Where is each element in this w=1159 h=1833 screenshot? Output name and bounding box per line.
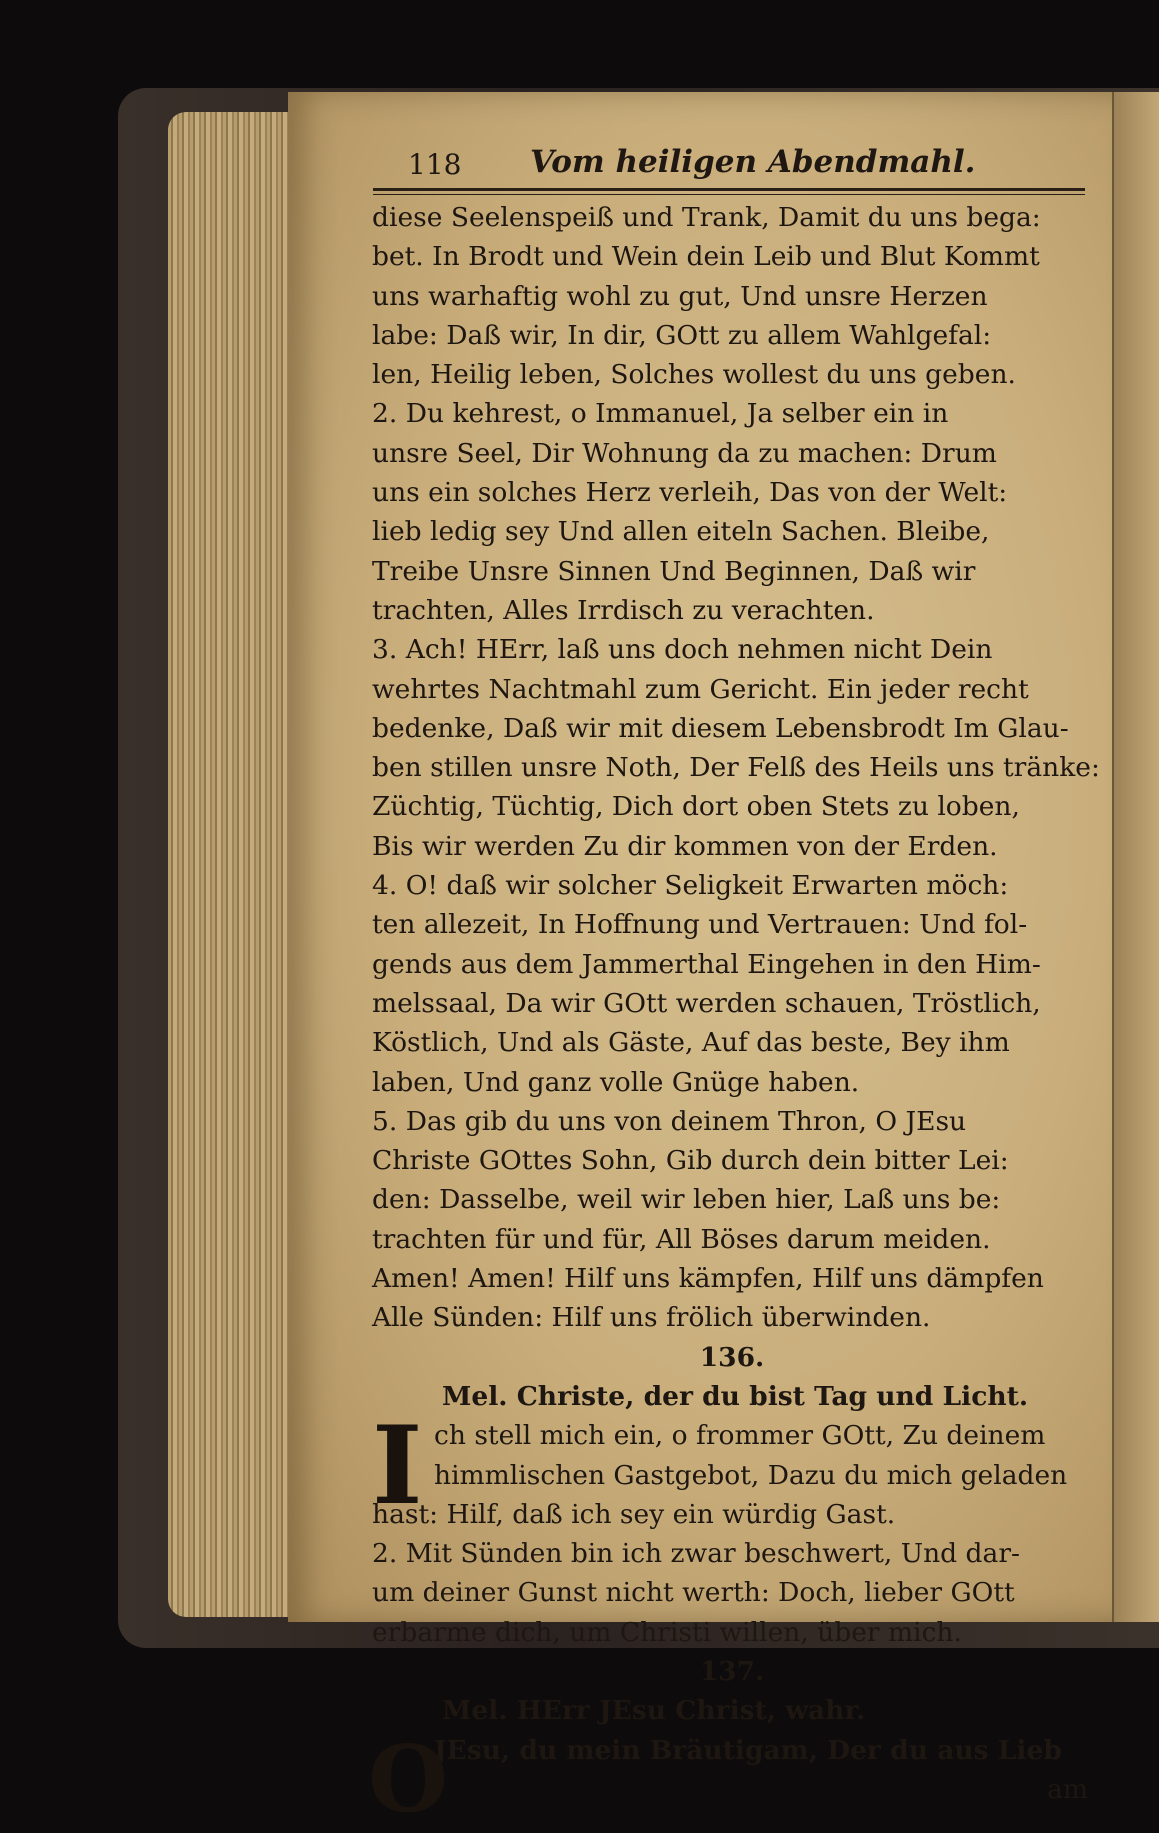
text-line: erbarme dich, um Christi willen, über mich. xyxy=(372,1616,962,1648)
hymn-number: 136. xyxy=(699,1341,765,1373)
text-line: himmlischen Gastgebot, Dazu du mich geladen xyxy=(434,1459,1068,1491)
text-line: ten allezeit, In Hoffnung und Vertrauen: Und fol- xyxy=(372,909,1028,941)
text-line: Alle Sünden: Hilf uns frölich überwinden. xyxy=(372,1302,931,1334)
text-line: labe: Daß wir, In dir, GOtt zu allem Wahlgefal: xyxy=(372,319,992,351)
header-rule xyxy=(373,188,1085,191)
melody-line: Mel. Christe, der du bist Tag und Licht. xyxy=(442,1380,1029,1412)
hymn-stanza xyxy=(372,1403,1092,1652)
text-line: melssaal, Da wir GOtt werden schauen, Tröstlich, xyxy=(372,987,1041,1019)
text-line: Köstlich, Und als Gäste, Auf das beste, Bey ihm xyxy=(372,1027,1010,1059)
text-line: Treibe Unsre Sinnen Und Beginnen, Daß wir xyxy=(372,555,976,587)
text-line: den: Dasselbe, weil wir leben hier, Laß uns be: xyxy=(372,1184,1001,1216)
running-title: Vom heiligen Abendmahl. xyxy=(530,144,976,180)
text-line: len, Heilig leben, Solches wollest du uns geben. xyxy=(372,359,1016,391)
text-line: trachten für und für, All Böses darum meiden. xyxy=(372,1223,991,1255)
text-line: gends aus dem Jammerthal Eingehen in den Him- xyxy=(372,948,1041,980)
text-line: 2. Mit Sünden bin ich zwar beschwert, Und dar- xyxy=(372,1538,1020,1570)
text-line: 2. Du kehrest, o Immanuel, Ja selber ein in xyxy=(372,398,949,430)
text-line: Amen! Amen! Hilf uns kämpfen, Hilf uns dämpfen xyxy=(372,1263,1044,1295)
text-line: 3. Ach! HErr, laß uns doch nehmen nicht Dein xyxy=(372,634,993,666)
text-line: laben, Und ganz volle Gnüge haben. xyxy=(372,1066,860,1098)
text-line: bet. In Brodt und Wein dein Leib und Blut Kommt xyxy=(372,241,1040,273)
text-line: 5. Das gib du uns von deinem Thron, O JEsu xyxy=(372,1105,967,1137)
text-line: JEsu, du mein Bräutigam, Der du aus Lieb xyxy=(434,1734,1062,1766)
text-line: diese Seelenspeiß und Trank, Damit du uns bega: xyxy=(372,202,1041,233)
text-line: Züchtig, Tüchtig, Dich dort oben Stets zu loben, xyxy=(372,791,1020,823)
hymn-stanza xyxy=(368,1724,1092,1833)
page-number: 118 xyxy=(408,148,462,181)
text-line: lieb ledig sey Und allen eiteln Sachen. Bleibe, xyxy=(372,516,990,548)
text-line: bedenke, Daß wir mit diesem Lebensbrodt Im Glau- xyxy=(372,712,1069,744)
text-line: trachten, Alles Irrdisch zu verachten. xyxy=(372,594,875,626)
text-line: wehrtes Nachtmahl zum Gericht. Ein jeder recht xyxy=(372,673,1029,705)
text-line: 4. O! daß wir solcher Seligkeit Erwarten möch: xyxy=(372,870,1009,902)
text-line: Christe GOttes Sohn, Gib durch dein bitter Lei: xyxy=(372,1145,1009,1177)
page-body xyxy=(368,198,1100,1833)
catchword: am xyxy=(1047,1773,1088,1805)
drop-cap: O xyxy=(368,1724,449,1833)
text-line: um deiner Gunst nicht werth: Doch, lieber GOtt xyxy=(372,1577,1015,1609)
text-line: uns ein solches Herz verleih, Das von der Welt: xyxy=(372,477,1008,509)
hymn-number: 137. xyxy=(699,1655,765,1687)
page-edges xyxy=(168,112,293,1617)
page-header xyxy=(400,140,1090,188)
text-line: hast: Hilf, daß ich sey ein würdig Gast. xyxy=(372,1498,896,1530)
melody-line: Mel. HErr JEsu Christ, wahr. xyxy=(442,1695,866,1727)
text-line: unsre Seel, Dir Wohnung da zu machen: Drum xyxy=(372,437,997,469)
header-rule-thin xyxy=(373,194,1085,195)
text-line: Bis wir werden Zu dir kommen von der Erden. xyxy=(372,830,998,862)
text-line: uns warhaftig wohl zu gut, Und unsre Herzen xyxy=(372,280,988,312)
drop-cap: I xyxy=(372,1403,423,1530)
facing-page-edge xyxy=(1112,92,1159,1622)
text-line: ch stell mich ein, o frommer GOtt, Zu deinem xyxy=(434,1420,1046,1452)
text-line: ben stillen unsre Noth, Der Felß des Heils uns tränke: xyxy=(372,752,1100,784)
